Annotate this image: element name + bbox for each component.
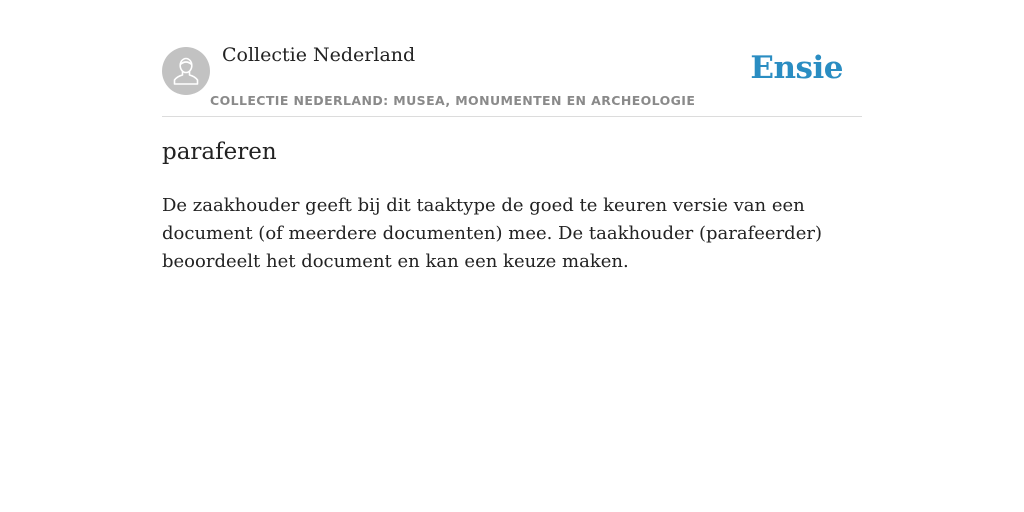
user-avatar-icon[interactable] bbox=[162, 47, 210, 95]
author-name-link[interactable]: Collectie Nederland bbox=[222, 44, 416, 66]
header bbox=[162, 0, 862, 117]
ensie-logo[interactable]: Ensie bbox=[750, 50, 843, 86]
term-title: paraferen bbox=[162, 139, 277, 165]
term-definition: De zaakhouder geeft bij dit taaktype de goed te keuren versie van een document (of meerdere documenten) mee. De taakhouder (parafeerder) beoordeelt het document en kan een keuze maken. bbox=[162, 195, 822, 272]
author-subtitle: COLLECTIE NEDERLAND: MUSEA, MONUMENTEN EN ARCHEOLOGIE bbox=[210, 93, 696, 108]
